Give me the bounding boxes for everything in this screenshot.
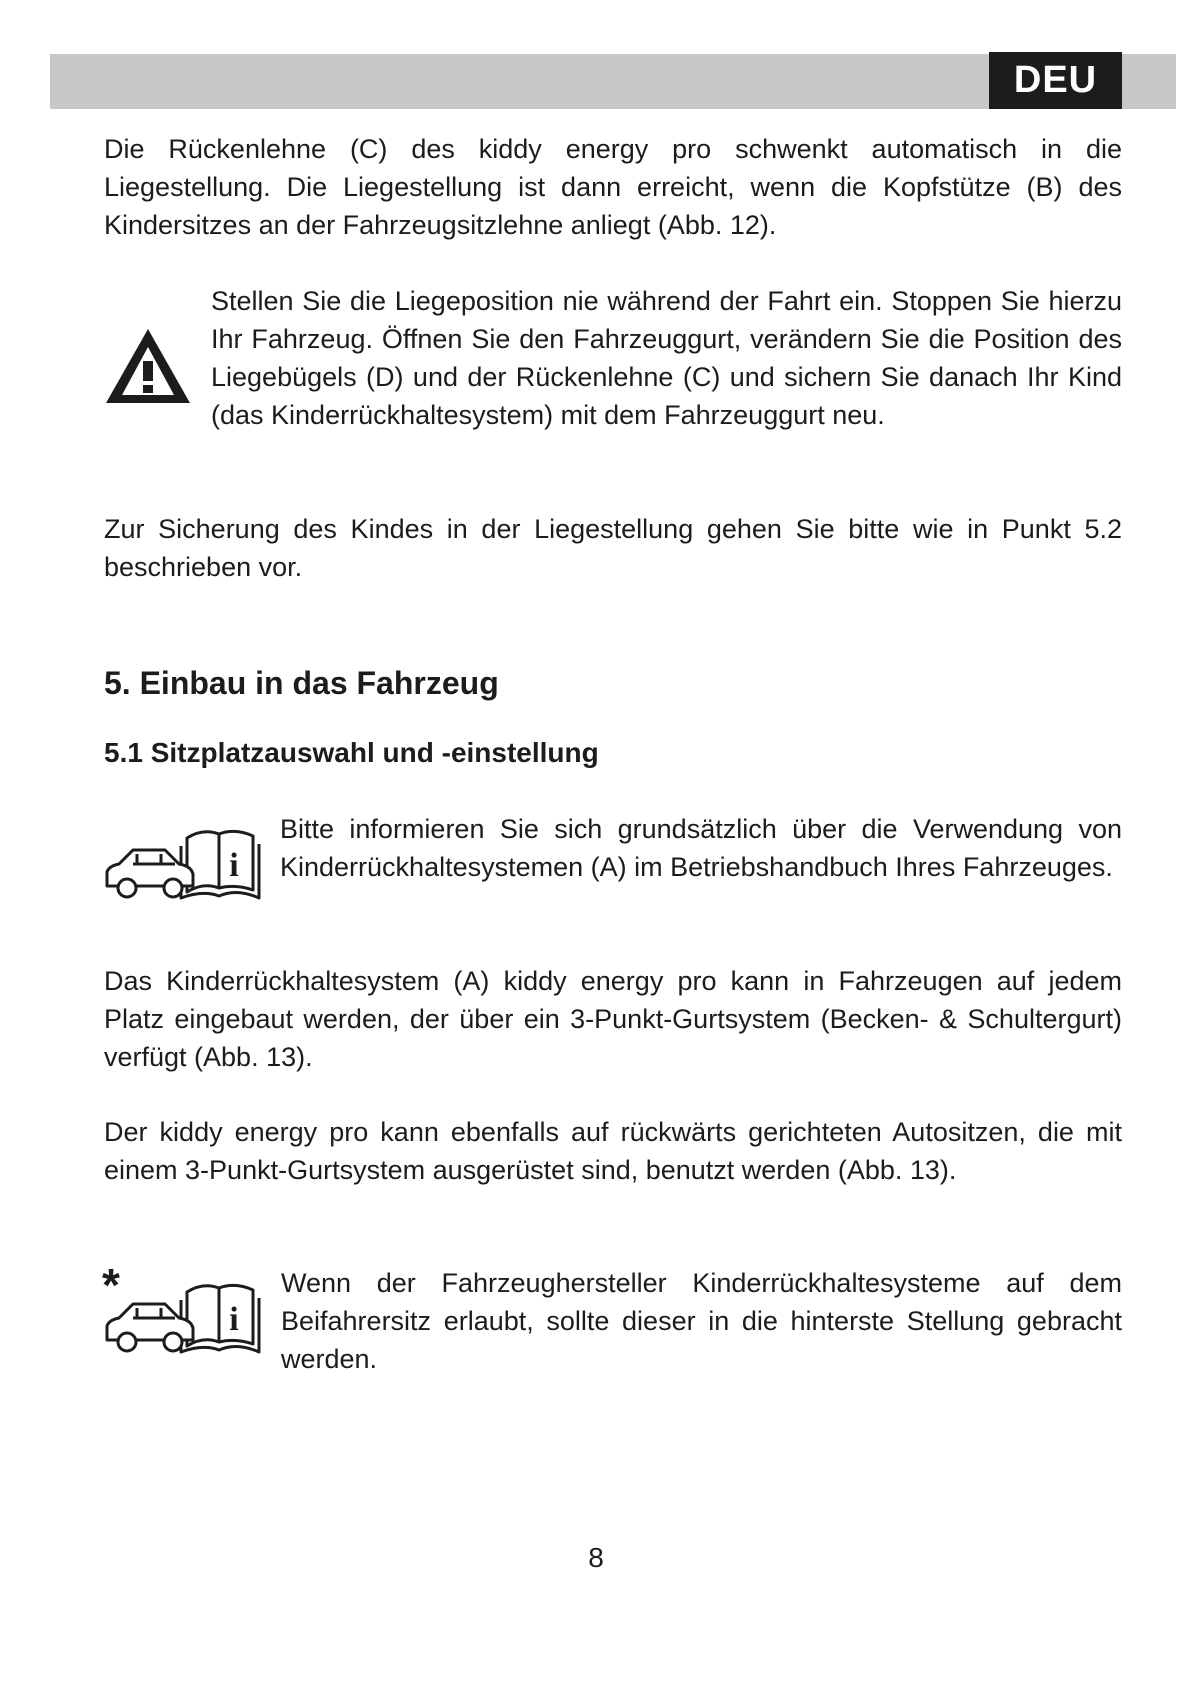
paragraph-securing: Zur Sicherung des Kindes in der Liegestellung gehen Sie bitte wie in Punkt 5.2 beschrieben vor.: [104, 514, 1122, 582]
paragraph-installation: Das Kinderrückhaltesystem (A) kiddy energy pro kann in Fahrzeugen auf jedem Platz eingebaut werden, der über ein 3-Punkt-Gurtsystem (Becken- & Schultergurt) verfügt (Abb. 13).: [104, 966, 1122, 1072]
info-manual-text: Bitte informieren Sie sich grundsätzlich über die Verwendung von Kinderrückhaltesystemen (A) im Betriebshandbuch Ihres Fahrzeuges.: [280, 814, 1122, 882]
warning-triangle-icon: [102, 325, 194, 407]
svg-text:i: i: [229, 1301, 239, 1338]
svg-text:i: i: [229, 847, 239, 884]
section-heading: 5. Einbau in das Fahrzeug: [104, 665, 499, 701]
asterisk-icon: *: [102, 1259, 120, 1311]
paragraph-recline: Die Rückenlehne (C) des kiddy energy pro schwenkt automatisch in die Liegestellung. Die Liegestellung ist dann erreicht, wenn die Kopfstütze (B) des Kindersitzes an der Fahrzeugsitzlehne anliegt (Abb. 12).: [104, 134, 1122, 240]
subsection-heading: 5.1 Sitzplatzauswahl und -einstellung: [104, 737, 599, 768]
language-badge: DEU: [989, 52, 1122, 109]
page-number: 8: [588, 1542, 604, 1573]
car-manual-icon-2: [103, 1280, 263, 1362]
info-passenger-seat-text: Wenn der Fahrzeughersteller Kinderrückhaltesysteme auf dem Beifahrersitz erlaubt, sollte dieser in die hinterste Stellung gebracht werden.: [281, 1268, 1122, 1374]
car-manual-icon: [103, 826, 263, 908]
warning-text: Stellen Sie die Liegeposition nie während der Fahrt ein. Stoppen Sie hierzu Ihr Fahrzeug. Öffnen Sie den Fahrzeuggurt, verändern Sie die Position des Liegebügels (D) und der Rückenlehne (C) und sichern Sie danach Ihr Kind (das Kinderrückhaltesystem) mit dem Fahrzeuggurt neu.: [211, 286, 1122, 430]
paragraph-rear-facing: Der kiddy energy pro kann ebenfalls auf rückwärts gerichteten Autositzen, die mit einem 3-Punkt-Gurtsystem ausgerüstet sind, benutzt werden (Abb. 13).: [104, 1117, 1122, 1185]
